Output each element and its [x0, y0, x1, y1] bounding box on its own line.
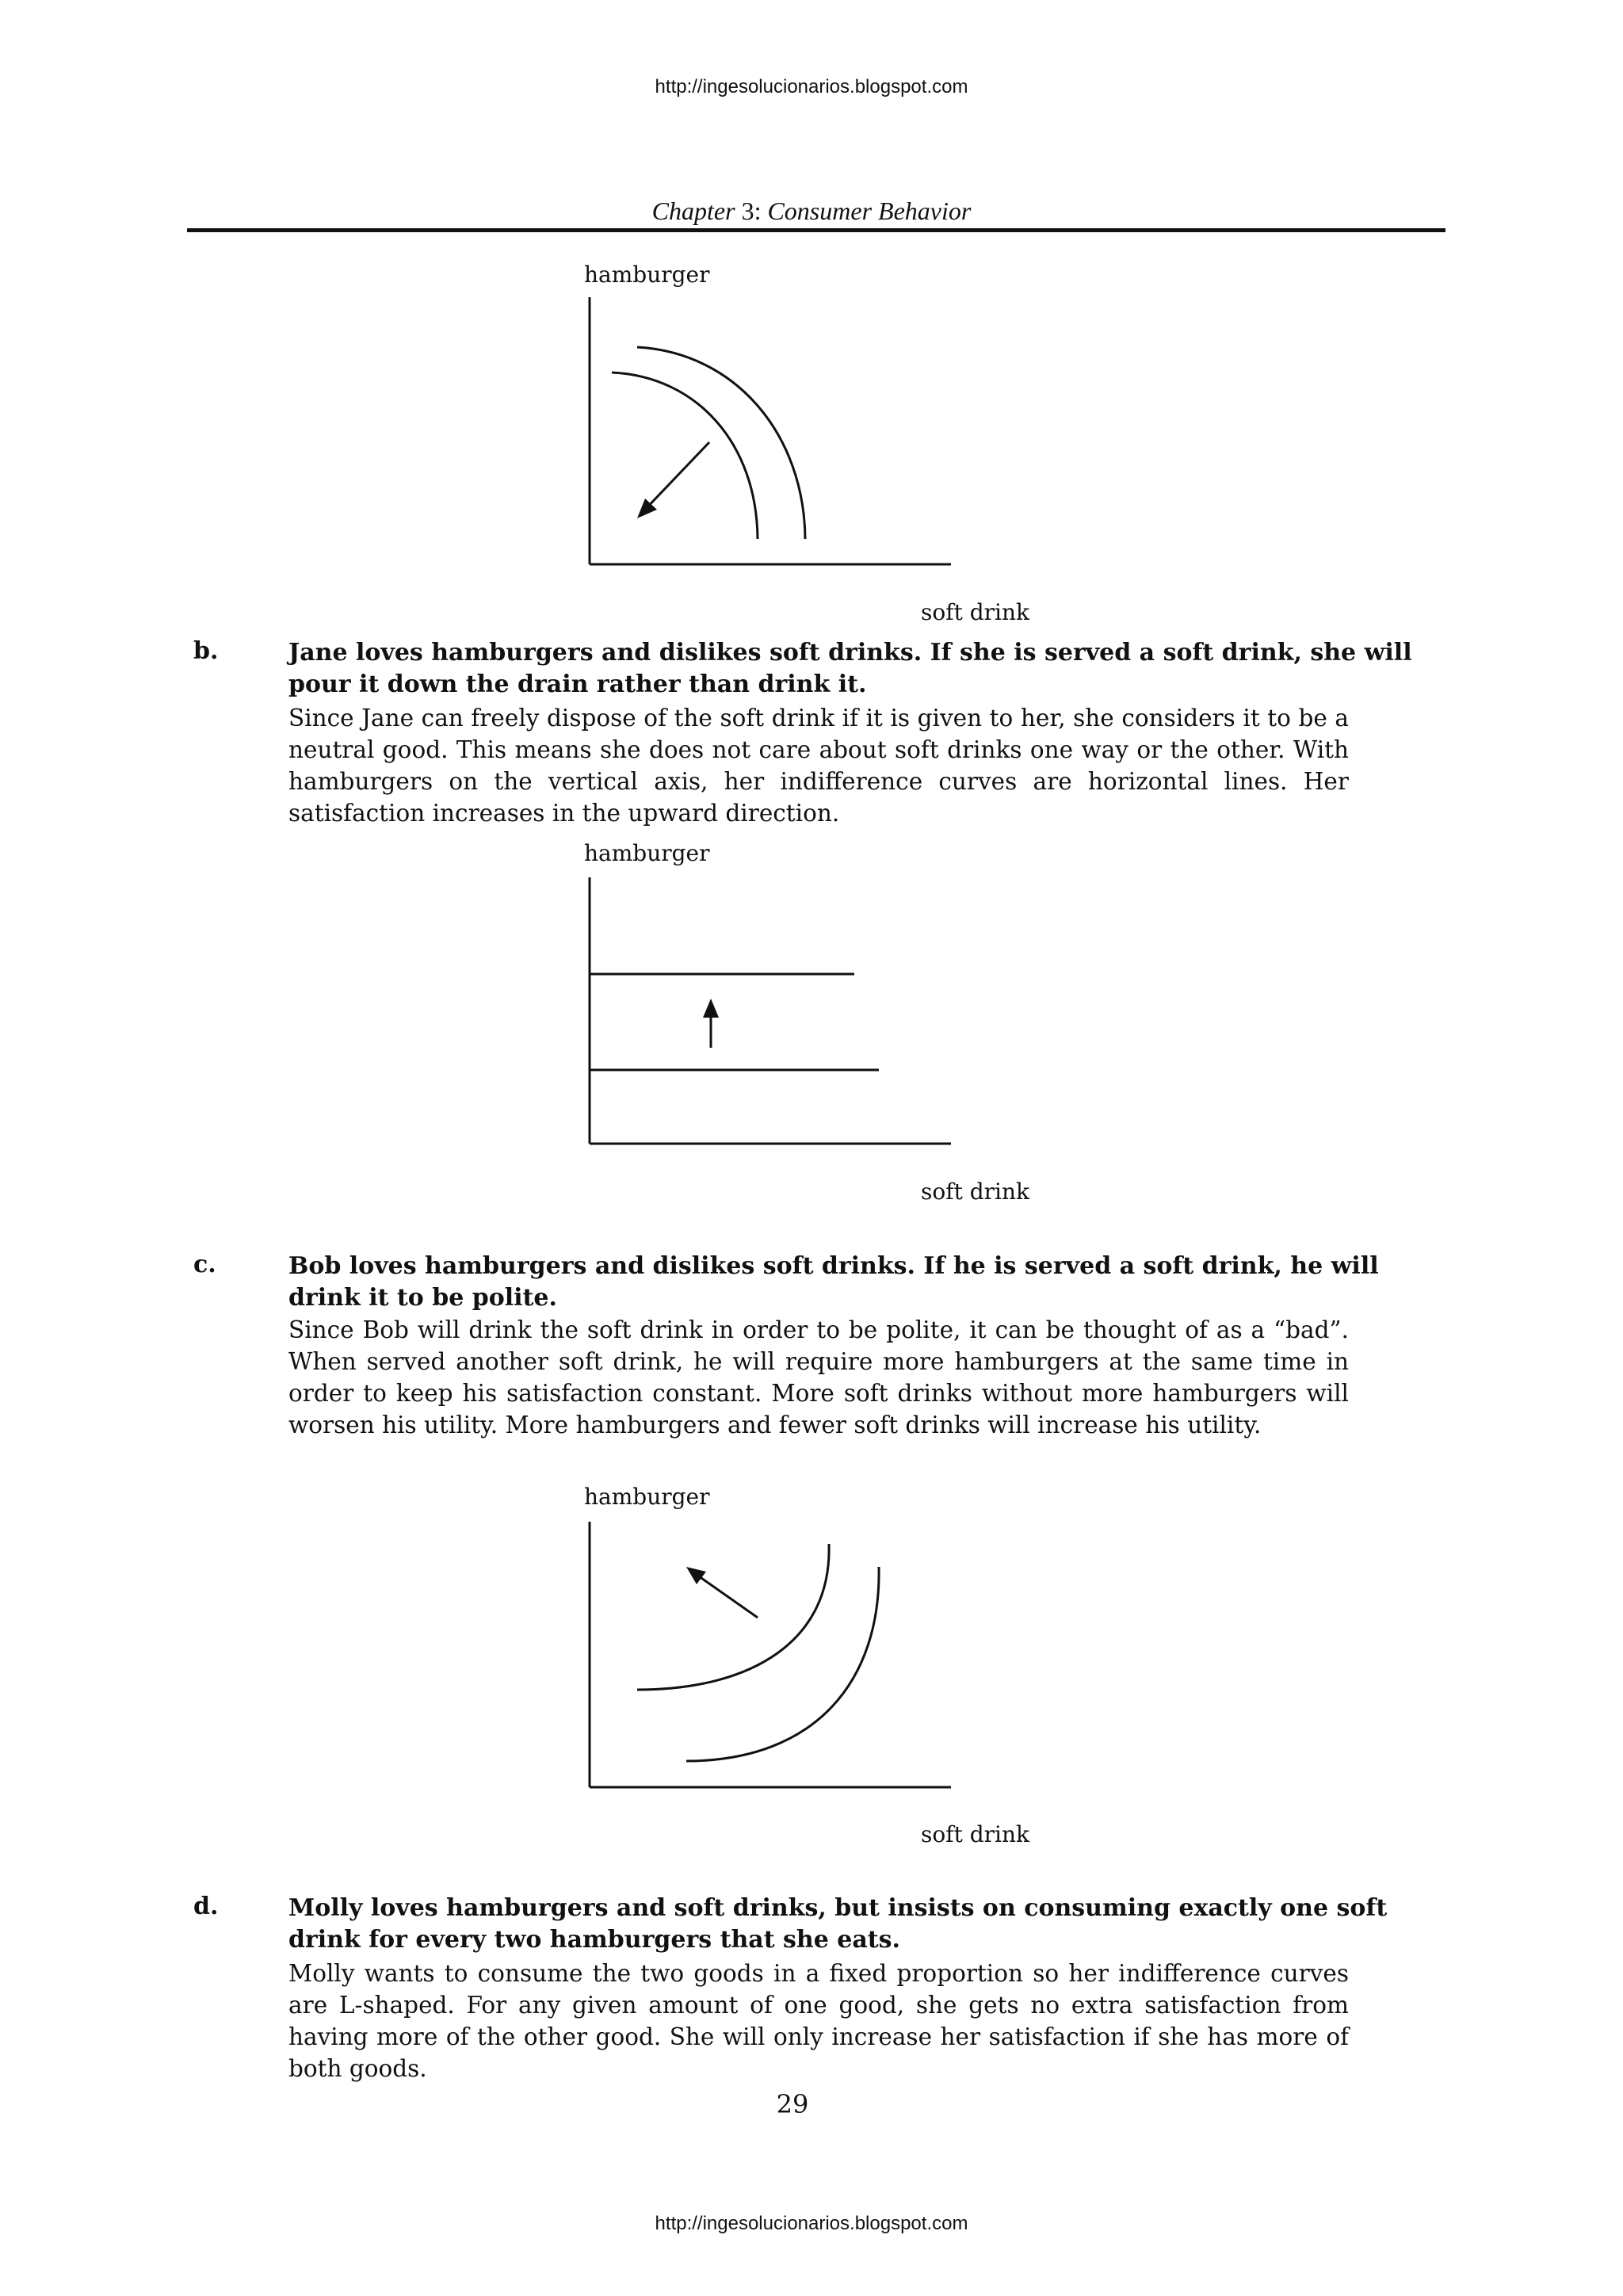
fig2-x-label: soft drink: [921, 1179, 1030, 1205]
item-d-answer: Molly wants to consume the two goods in a fixed proportion so her indifference curves are L-shaped. For any given amount of one good, she gets no extra satisfaction from having more of the other good. She will only increase her satisfaction if she has more of both goods.: [288, 1960, 1349, 2082]
item-c-answer: Since Bob will drink the soft drink in order to be polite, it can be thought of as a “bad”. When served another soft drink, he will require more hamburgers at the same time in order to keep his satisfaction constant. More soft drinks without more hamburgers will worsen his utility. More hamburgers and fewer soft drinks will increase his utility.: [288, 1316, 1349, 1438]
item-b-answer: Since Jane can freely dispose of the soft drink if it is given to her, she considers it to be a neutral good. This means she does not care about soft drinks one way or the other. With hamburgers on the vertical axis, her indifference curves are horizontal lines. Her satisfaction increases in the upward direction.: [288, 705, 1349, 827]
fig3-graph: [590, 1522, 951, 1787]
fig2-arrowhead: [703, 999, 719, 1018]
fig1-curve-inner: [612, 372, 758, 539]
item-b-letter: b.: [193, 637, 219, 665]
fig2-graph: [590, 877, 951, 1144]
chapter-number: 3: [741, 197, 754, 225]
fig3-arrowhead: [686, 1567, 706, 1584]
fig3-x-label: soft drink: [921, 1821, 1030, 1847]
fig1-x-label: soft drink: [921, 599, 1030, 625]
fig3-curve-inner: [637, 1544, 829, 1690]
fig1-curve-outer: [637, 347, 805, 539]
fig1-graph: [590, 297, 951, 564]
item-b-question: Jane loves hamburgers and dislikes soft drinks. If she is served a soft drink, she will pour it down the drain rather than drink it.: [288, 639, 1412, 698]
item-d-letter: d.: [193, 1893, 219, 1920]
item-c-letter: c.: [193, 1251, 216, 1278]
chapter-separator: :: [754, 197, 762, 225]
fig1-arrow: [643, 442, 709, 511]
header-url: http://ingesolucionarios.blogspot.com: [655, 76, 968, 97]
fig3-arrow: [699, 1576, 758, 1618]
footer-url: http://ingesolucionarios.blogspot.com: [655, 2213, 968, 2234]
item-d-question: Molly loves hamburgers and soft drinks, but insists on consuming exactly one soft drink for every two hamburgers that she eats.: [288, 1894, 1388, 1954]
fig3-curve-outer: [686, 1567, 879, 1761]
chapter-title: Consumer Behavior: [767, 197, 972, 225]
page-number: 29: [776, 2089, 809, 2119]
fig1-y-label: hamburger: [584, 262, 710, 288]
fig2-y-label: hamburger: [584, 840, 710, 866]
item-c-question: Bob loves hamburgers and dislikes soft drinks. If he is served a soft drink, he will drink it to be polite.: [288, 1252, 1379, 1312]
fig3-y-label: hamburger: [584, 1484, 710, 1510]
chapter-word: Chapter: [651, 197, 735, 225]
